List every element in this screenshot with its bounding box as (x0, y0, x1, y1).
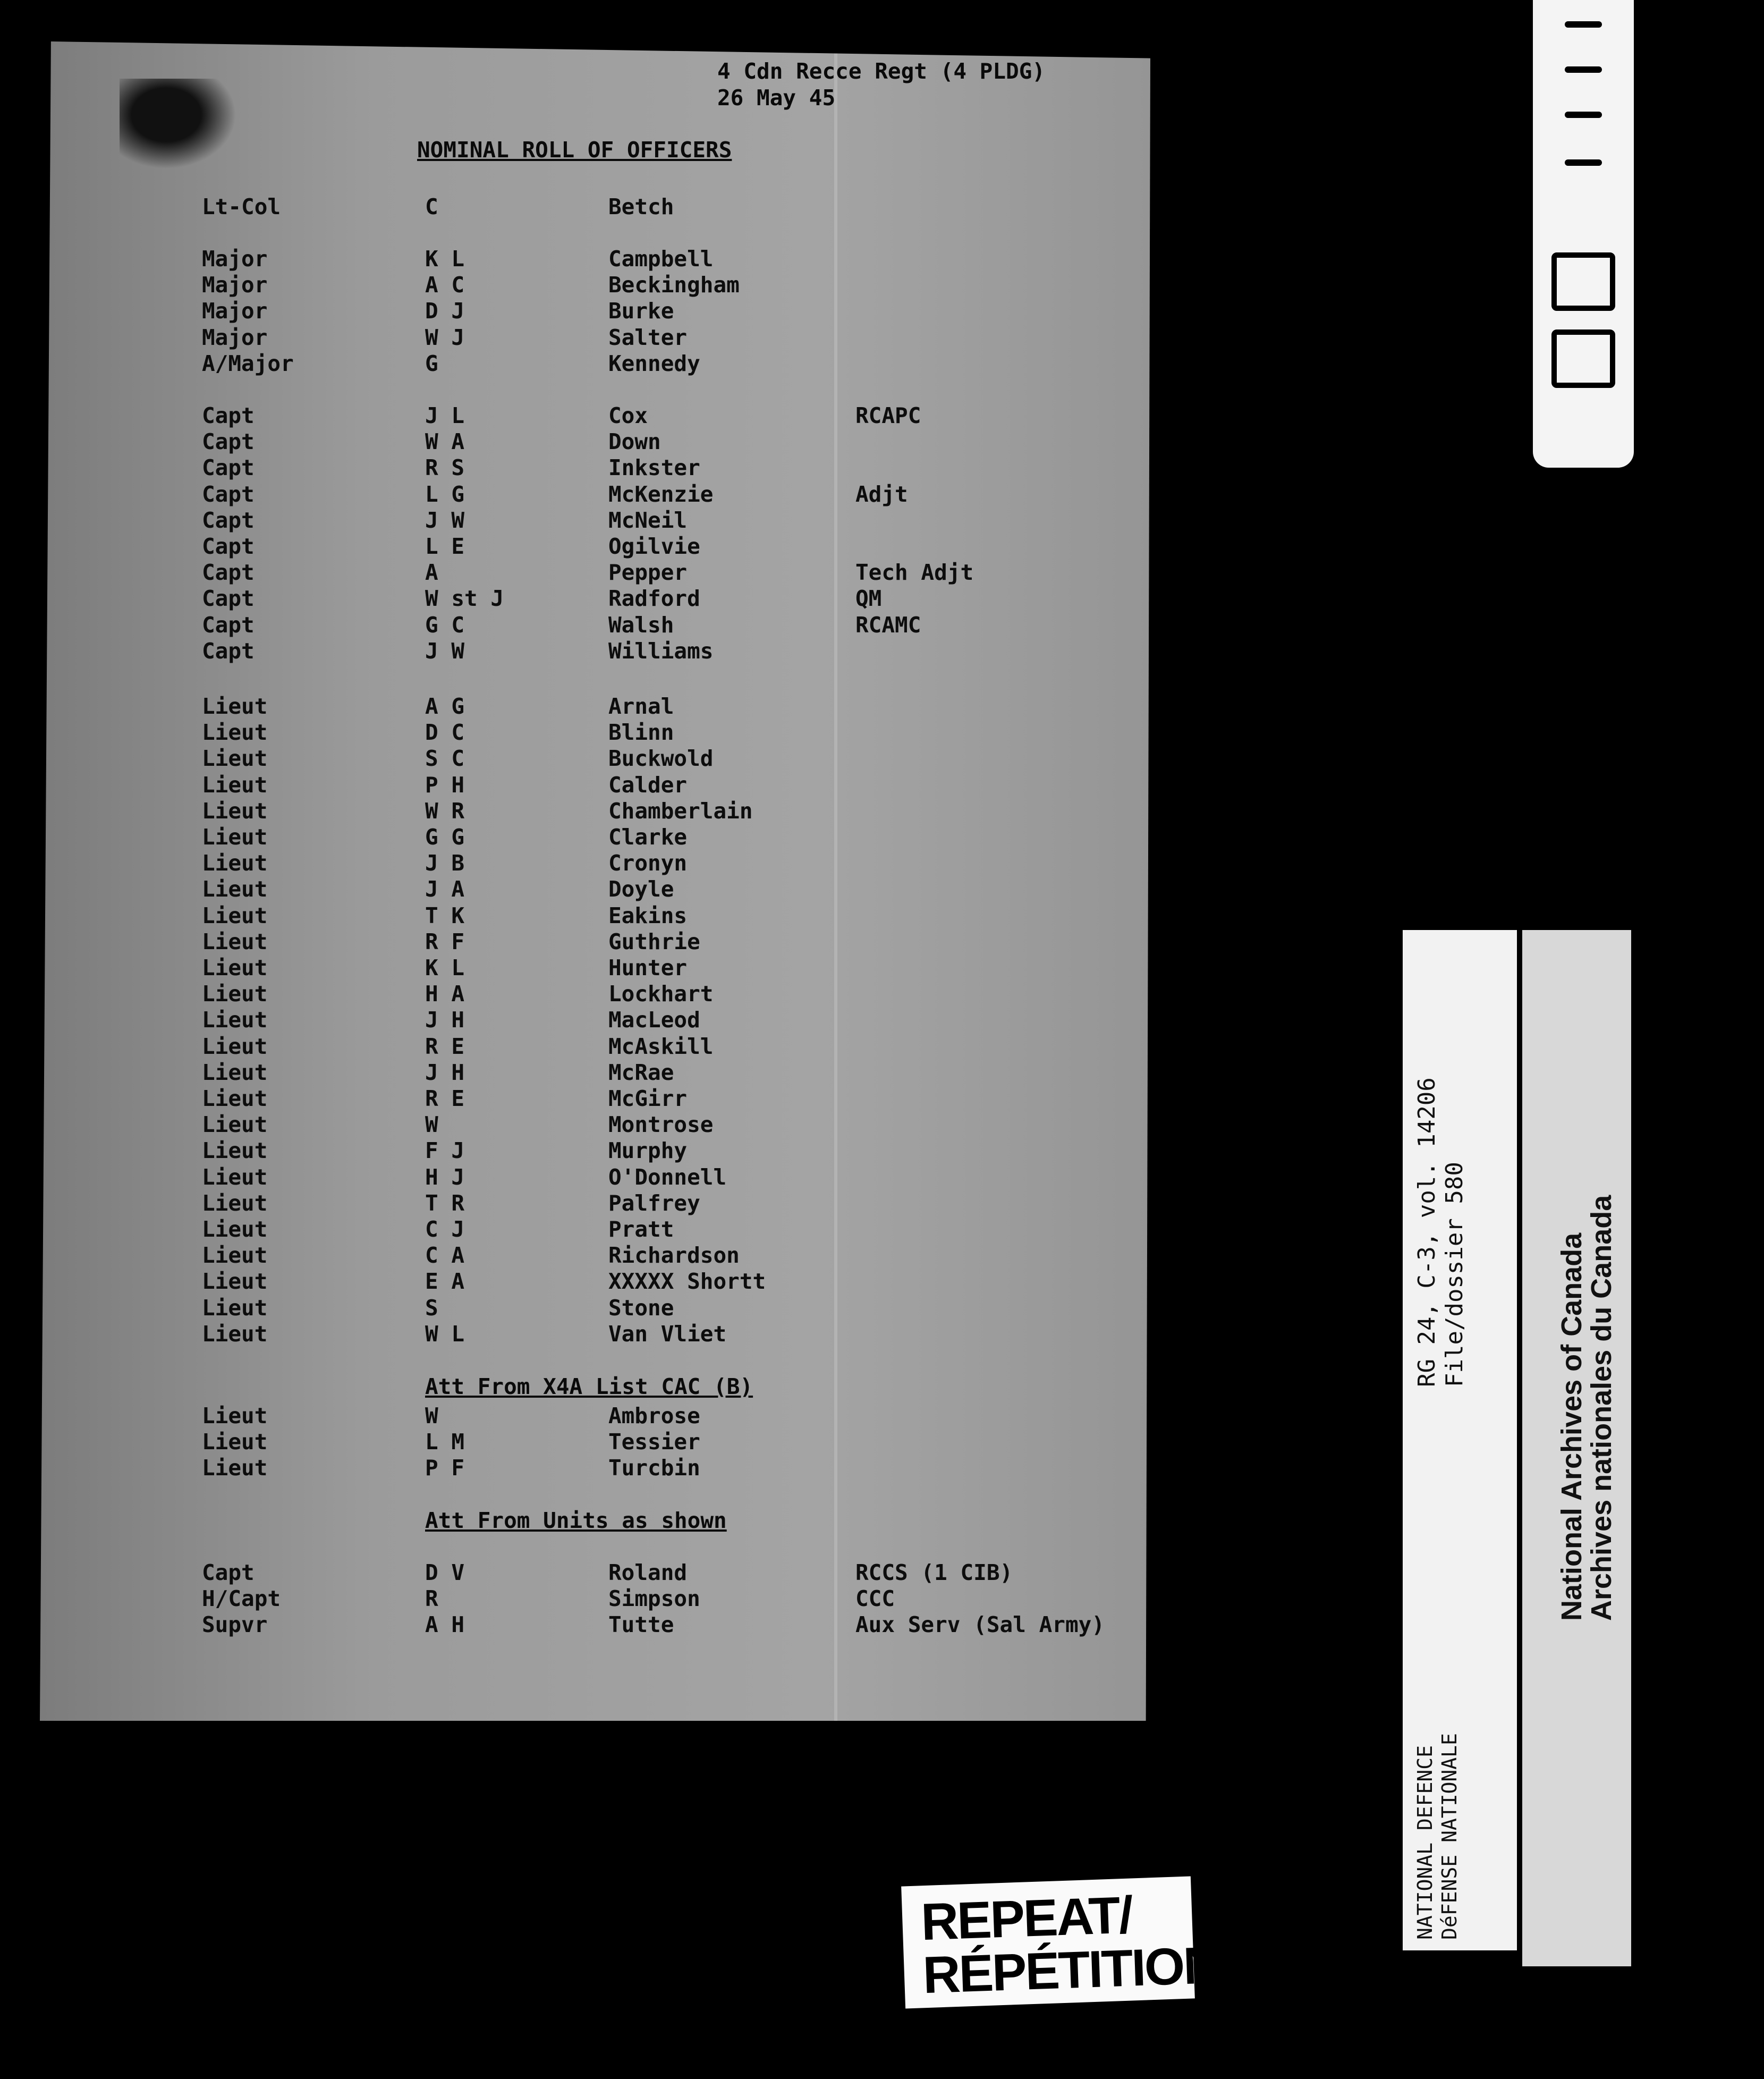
roll-row (0, 194, 1764, 219)
name-cell: Campbell (608, 246, 714, 272)
roll-row (0, 403, 1764, 428)
roll-row (0, 560, 1764, 585)
initials-cell: L M (425, 1429, 465, 1455)
rank-cell: Lieut (202, 720, 268, 746)
frame-digit (1551, 329, 1615, 388)
initials-cell: D C (425, 720, 465, 746)
roll-row (0, 429, 1764, 454)
name-cell: Calder (608, 772, 688, 798)
rank-cell: Lieut (202, 1059, 268, 1085)
name-cell: McNeil (608, 507, 688, 533)
roll-row (0, 720, 1764, 745)
rank-cell: Capt (202, 429, 255, 455)
roll-row (0, 481, 1764, 507)
section-title-att-x4a: Att From X4A List CAC (B) (425, 1374, 753, 1399)
initials-cell: L G (425, 481, 465, 507)
initials-cell: R E (425, 1086, 465, 1111)
name-cell: Murphy (608, 1138, 688, 1164)
initials-cell: T K (425, 902, 465, 928)
rank-cell: Capt (202, 507, 255, 533)
note-cell: Aux Serv (Sal Army) (855, 1612, 1105, 1637)
name-cell: Tutte (608, 1612, 674, 1637)
name-cell: Clarke (608, 824, 688, 850)
name-cell: McRae (608, 1059, 674, 1085)
roll-row (0, 246, 1764, 272)
name-cell: Blinn (608, 720, 674, 746)
rank-cell: Lieut (202, 1216, 268, 1242)
initials-cell: P H (425, 772, 465, 798)
roll-row (0, 298, 1764, 324)
name-cell: Buckwold (608, 746, 714, 772)
initials-cell: H J (425, 1164, 465, 1190)
initials-cell: P F (425, 1455, 465, 1481)
name-cell: McAskill (608, 1033, 714, 1059)
name-cell: Hunter (608, 955, 688, 981)
dept-line-2: DéFENSE NATIONALE (1438, 1733, 1461, 1940)
rank-cell: Lt-Col (202, 194, 281, 219)
roll-row (0, 272, 1764, 298)
repeat-line-2: RÉPÉTITION (922, 1935, 1220, 2005)
initials-cell: A C (425, 272, 465, 298)
dept-line-1: NATIONAL DEFENCE (1413, 1745, 1437, 1940)
name-cell: Simpson (608, 1586, 700, 1611)
name-cell: Chamberlain (608, 798, 753, 824)
name-cell: Betch (608, 194, 674, 219)
initials-cell: G G (425, 824, 465, 850)
rank-cell: Lieut (202, 1007, 268, 1033)
name-cell: Turcbin (608, 1455, 700, 1481)
rank-cell: Lieut (202, 850, 268, 876)
initials-cell: W L (425, 1321, 465, 1347)
name-cell: Arnal (608, 694, 674, 719)
initials-cell: D J (425, 298, 465, 324)
name-cell: Salter (608, 324, 688, 350)
rank-cell: Lieut (202, 928, 268, 954)
rank-cell: Major (202, 272, 268, 298)
rank-cell: Lieut (202, 1190, 268, 1216)
note-cell: RCAPC (855, 403, 921, 428)
name-cell: Richardson (608, 1243, 740, 1269)
note-cell: QM (855, 586, 882, 612)
repeat-line-1: REPEAT/ (920, 1885, 1133, 1951)
note-cell: CCC (855, 1586, 895, 1611)
rank-cell: Lieut (202, 1164, 268, 1190)
name-cell: Burke (608, 298, 674, 324)
reference-line-1: RG 24, C-3, vol. 14206 (1413, 1077, 1440, 1387)
initials-cell: R S (425, 455, 465, 481)
rank-cell: Lieut (202, 746, 268, 772)
rank-cell: Lieut (202, 1112, 268, 1138)
note-cell: Adjt (855, 481, 908, 507)
name-cell: Lockhart (608, 981, 714, 1007)
rank-cell: Capt (202, 1560, 255, 1585)
initials-cell: J B (425, 850, 465, 876)
name-cell: Van Vliet (608, 1321, 727, 1347)
name-cell: Eakins (608, 902, 688, 928)
roll-row (0, 798, 1764, 824)
initials-cell: J W (425, 507, 465, 533)
roll-row (0, 455, 1764, 480)
initials-cell: S (425, 1295, 438, 1321)
rank-cell: Lieut (202, 955, 268, 981)
rank-cell: Lieut (202, 694, 268, 719)
name-cell: Williams (608, 638, 714, 664)
rank-cell: Major (202, 246, 268, 272)
initials-cell: A (425, 560, 438, 586)
initials-cell: A H (425, 1612, 465, 1637)
name-cell: Tessier (608, 1429, 700, 1455)
name-cell: Kennedy (608, 350, 700, 376)
roll-row (0, 850, 1764, 876)
section-title-att-units: Att From Units as shown (425, 1508, 727, 1533)
roll-row (0, 638, 1764, 664)
rank-cell: H/Capt (202, 1586, 281, 1611)
national-archives-label (1522, 930, 1631, 1966)
document-title: NOMINAL ROLL OF OFFICERS (417, 137, 732, 163)
strip-tick (1565, 21, 1602, 28)
name-cell: Beckingham (608, 272, 740, 298)
rank-cell: Capt (202, 534, 255, 559)
initials-cell: W st J (425, 586, 504, 612)
initials-cell: K L (425, 955, 465, 981)
archives-name-fr: Archives nationales du Canada (1585, 1195, 1617, 1621)
initials-cell: J H (425, 1007, 465, 1033)
name-cell: Pratt (608, 1216, 674, 1242)
initials-cell: T R (425, 1190, 465, 1216)
note-cell: RCCS (1 CIB) (855, 1560, 1013, 1585)
initials-cell: J L (425, 403, 465, 428)
initials-cell: G C (425, 612, 465, 638)
rank-cell: Capt (202, 560, 255, 586)
rank-cell: Lieut (202, 798, 268, 824)
strip-tick (1565, 66, 1602, 73)
name-cell: Roland (608, 1560, 688, 1585)
name-cell: Pepper (608, 560, 688, 586)
frame-digit (1551, 252, 1615, 311)
rank-cell: Capt (202, 481, 255, 507)
initials-cell: L E (425, 534, 465, 559)
rank-cell: Lieut (202, 772, 268, 798)
repeat-stamp (901, 1877, 1220, 2009)
initials-cell: W A (425, 429, 465, 455)
name-cell: O'Donnell (608, 1164, 727, 1190)
rank-cell: Lieut (202, 876, 268, 902)
rank-cell: Major (202, 324, 268, 350)
roll-row (0, 746, 1764, 771)
roll-row (0, 772, 1764, 798)
name-cell: Ogilvie (608, 534, 700, 559)
rank-cell: Lieut (202, 1455, 268, 1481)
roll-row (0, 824, 1764, 850)
name-cell: Doyle (608, 876, 674, 902)
roll-row (0, 694, 1764, 719)
initials-cell: C A (425, 1243, 465, 1269)
roll-row (0, 325, 1764, 350)
roll-row (0, 534, 1764, 559)
rank-cell: Lieut (202, 1138, 268, 1164)
name-cell: Down (608, 429, 661, 455)
rank-cell: Capt (202, 612, 255, 638)
initials-cell: R F (425, 928, 465, 954)
initials-cell: G (425, 350, 438, 376)
name-cell: Inkster (608, 455, 700, 481)
initials-cell: D V (425, 1560, 465, 1585)
name-cell: Cox (608, 403, 648, 428)
roll-row (0, 508, 1764, 533)
date-header: 26 May 45 (717, 85, 836, 111)
rank-cell: Lieut (202, 981, 268, 1007)
rank-cell: Capt (202, 638, 255, 664)
strip-tick (1565, 112, 1602, 118)
initials-cell: J W (425, 638, 465, 664)
note-cell: RCAMC (855, 612, 921, 638)
ink-blot (120, 79, 236, 169)
name-cell: MacLeod (608, 1007, 700, 1033)
name-cell: Walsh (608, 612, 674, 638)
rank-cell: Capt (202, 455, 255, 481)
rank-cell: Capt (202, 403, 255, 428)
roll-row (0, 612, 1764, 638)
strip-tick (1565, 159, 1602, 166)
name-cell: Guthrie (608, 928, 700, 954)
initials-cell: R E (425, 1033, 465, 1059)
initials-cell: S C (425, 746, 465, 772)
initials-cell: R (425, 1586, 438, 1611)
initials-cell: W J (425, 324, 465, 350)
roll-row (0, 876, 1764, 902)
name-cell: McGirr (608, 1086, 688, 1111)
rank-cell: Major (202, 298, 268, 324)
roll-row (0, 586, 1764, 611)
initials-cell: F J (425, 1138, 465, 1164)
name-cell: McKenzie (608, 481, 714, 507)
rank-cell: Lieut (202, 902, 268, 928)
initials-cell: C (425, 194, 438, 219)
rank-cell: Lieut (202, 1269, 268, 1295)
rank-cell: Lieut (202, 1295, 268, 1321)
name-cell: XXXXX Shortt (608, 1269, 766, 1295)
name-cell: Palfrey (608, 1190, 700, 1216)
rank-cell: Lieut (202, 1243, 268, 1269)
roll-row (0, 351, 1764, 376)
rank-cell: Capt (202, 586, 255, 612)
initials-cell: H A (425, 981, 465, 1007)
name-cell: Stone (608, 1295, 674, 1321)
unit-header: 4 Cdn Recce Regt (4 PLDG) (717, 58, 1046, 84)
reference-line-2: File/dossier 580 (1441, 1162, 1468, 1387)
initials-cell: J H (425, 1059, 465, 1085)
initials-cell: C J (425, 1216, 465, 1242)
initials-cell: E A (425, 1269, 465, 1295)
initials-cell: W (425, 1403, 438, 1429)
name-cell: Montrose (608, 1112, 714, 1138)
initials-cell: K L (425, 246, 465, 272)
roll-row (0, 903, 1764, 928)
name-cell: Ambrose (608, 1403, 700, 1429)
initials-cell: W (425, 1112, 438, 1138)
initials-cell: W R (425, 798, 465, 824)
rank-cell: Lieut (202, 1086, 268, 1111)
rank-cell: Lieut (202, 824, 268, 850)
initials-cell: A G (425, 694, 465, 719)
archive-reference-label (1403, 930, 1517, 1950)
rank-cell: Lieut (202, 1033, 268, 1059)
rank-cell: Lieut (202, 1321, 268, 1347)
rank-cell: Lieut (202, 1429, 268, 1455)
name-cell: Cronyn (608, 850, 688, 876)
note-cell: Tech Adjt (855, 560, 974, 586)
initials-cell: J A (425, 876, 465, 902)
name-cell: Radford (608, 586, 700, 612)
rank-cell: A/Major (202, 350, 294, 376)
rank-cell: Supvr (202, 1612, 268, 1637)
rank-cell: Lieut (202, 1403, 268, 1429)
archives-name-en: National Archives of Canada (1556, 1232, 1588, 1621)
frame-counter-strip (1533, 0, 1634, 468)
